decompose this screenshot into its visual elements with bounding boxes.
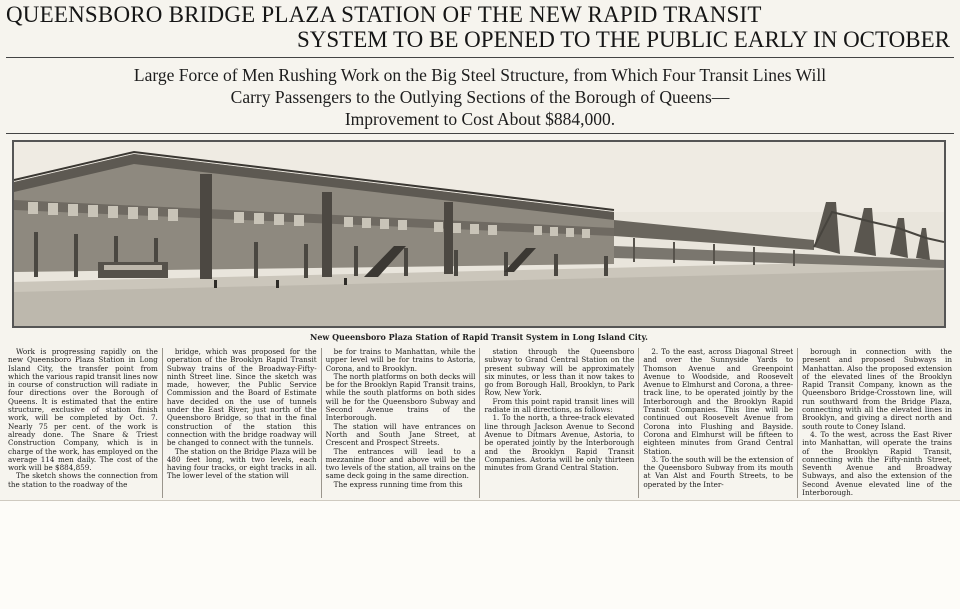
deck-line-1: Large Force of Men Rushing Work on the Big Steel Structure, from Which Four Transit Lines Will bbox=[133, 65, 827, 85]
article-column-6 bbox=[797, 348, 956, 498]
paragraph: 1. To the north, a three-track elevated line through Jackson Avenue to Second Avenue to Ditmars Avenue, Astoria, to be operated jointly by the Interborough and the Brooklyn Rapid Transit Companies. Astoria will be only thirteen minutes from Grand Central Station. bbox=[484, 413, 635, 473]
paragraph: be for trains to Manhattan, while the upper level will be for trains to Astoria, Corona, and to Brooklyn. bbox=[325, 348, 476, 373]
deck-line-2: Carry Passengers to the Outlying Sections of the Borough of Queens— bbox=[230, 87, 730, 107]
paragraph: 2. To the east, across Diagonal Street and over the Sunnyside Yards to Thomson Avenue and Greenpoint Avenue to Woodside, and Roosevelt Avenue to Elmhurst and Corona, a three-track line, to be operated jointly by the Interborough and the Brooklyn Rapid Transit Companies. This line will be continued out Roosevelt Avenue from Corona into Flushing and Bayside. Corona and Elmhurst will be fifteen to eighteen minutes from Grand Central Station. bbox=[643, 348, 794, 456]
paragraph: Work is progressing rapidly on the new Queensboro Plaza Station in Long Island City, the transfer point from which the various rapid transit lines now in course of construction will radiate in four directions over the Borough of Queens. It is estimated that the entire structure, exclusive of station finish work, will be completed by Oct. 7. Nearly 75 per cent. of the work is already done. The Snare & Triest Construction Company, which is in charge of the work, has employed on the average 114 men daily. The cost of the work will be $884,859. bbox=[8, 348, 158, 473]
article-column-1 bbox=[4, 348, 162, 498]
paragraph: The north platforms on both decks will be for the Brooklyn Rapid Transit trains, while the south platforms on both sides will be for the Queensboro Subway and Second Avenue trains of the Interborough. bbox=[325, 371, 476, 423]
article-column-3 bbox=[321, 348, 480, 498]
station-sketch-image bbox=[14, 142, 944, 326]
paragraph: bridge, which was proposed for the operation of the Brooklyn Rapid Transit Subway trains of the Broadway-Fifty-ninth Street line. Since the sketch was made, however, the Public Service Commission and the Board of Estimate have decided on the use of tunnels under the East River, just north of the Queensboro Bridge, so that in the final construction of the station this connection with the bridge roadway will be changed to connect with the tunnels. bbox=[166, 348, 317, 448]
headline-line-1: QUEENSBORO BRIDGE PLAZA STATION OF THE NEW RAPID TRANSIT bbox=[6, 2, 762, 27]
paragraph: borough in connection with the present and proposed Subways in Manhattan. Also the proposed extension of the elevated lines of the Brooklyn Rapid Transit Company, known as the Queensboro Bridge-Crosstown line, will run southward from the Bridge Plaza, connecting with all the elevated lines in Brooklyn, and giving a direct north and south route to Coney Island. bbox=[802, 348, 952, 431]
article-columns bbox=[4, 348, 956, 498]
article-column-5 bbox=[638, 348, 797, 498]
headline-line-2: SYSTEM TO BE OPENED TO THE PUBLIC EARLY IN OCTOBER bbox=[296, 27, 950, 52]
paragraph: 3. To the south will be the extension of the Queensboro Subway from its mouth at Van Alst and Fourth Streets, to be operated by the Inter- bbox=[643, 454, 794, 489]
subheadline-deck bbox=[0, 64, 960, 130]
deck-rule bbox=[6, 133, 954, 134]
photo-caption: New Queensboro Plaza Station of Rapid Transit System in Long Island City. bbox=[310, 332, 648, 342]
paragraph: From this point rapid transit lines will radiate in all directions, as follows: bbox=[484, 396, 635, 415]
article-column-2 bbox=[162, 348, 321, 498]
headline-rule bbox=[6, 57, 954, 58]
paragraph: The express running time from this bbox=[333, 479, 463, 489]
paragraph: The entrances will lead to a mezzanine floor and above will be the two levels of the station, all trains on the same deck going in the same direction. bbox=[325, 446, 476, 481]
paragraph: 4. To the west, across the East River into Manhattan, will operate the trains of the Brooklyn Rapid Transit, connecting with the Fifty-ninth Street, Seventh Avenue and Broadway Subways, and also the extension of the Second Avenue elevated line of the Interborough. bbox=[802, 429, 952, 498]
deck-line-3: Improvement to Cost About $884,000. bbox=[344, 109, 616, 129]
paragraph: The sketch shows the connection from the station to the roadway of the bbox=[8, 471, 158, 489]
article-column-4 bbox=[479, 348, 638, 498]
paragraph: The station on the Bridge Plaza will be 480 feet long, with two levels, each having four tracks, or eight tracks in all. The lower level of the station will bbox=[166, 446, 317, 481]
station-illustration bbox=[12, 140, 946, 328]
paragraph: The station will have entrances on North and South Jane Street, at Crescent and Prospect Streets. bbox=[325, 421, 476, 448]
paragraph: station through the Queensboro subway to Grand Central Station on the present subway will be approximately six minutes, or less than it now takes to go from Borough Hall, Brooklyn, to Park Row, New York. bbox=[484, 348, 635, 398]
